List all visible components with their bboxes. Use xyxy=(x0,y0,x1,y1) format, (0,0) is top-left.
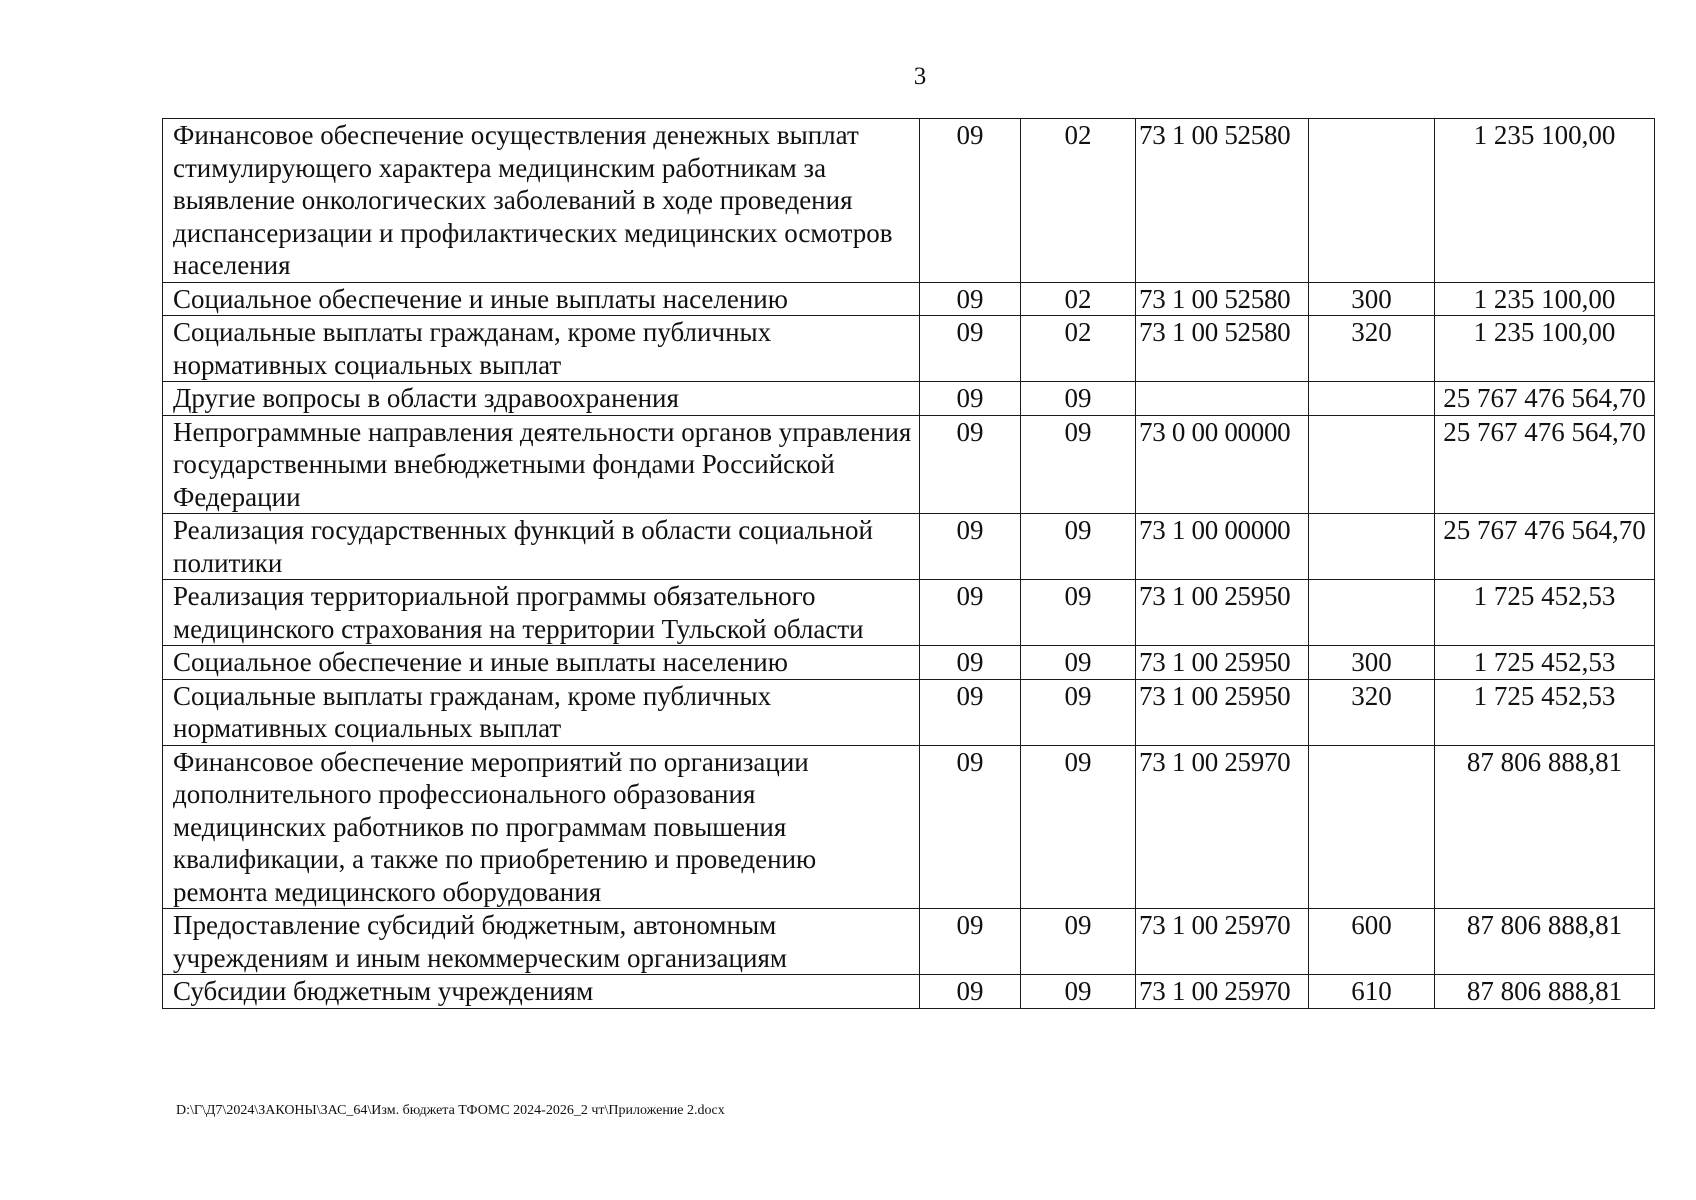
amount-cell: 1 725 452,53 xyxy=(1435,679,1655,745)
subsection-code-cell: 02 xyxy=(1021,282,1136,316)
target-article-cell xyxy=(1136,382,1309,416)
section-code-cell: 09 xyxy=(920,580,1021,646)
table-row xyxy=(163,415,1655,514)
target-article-cell: 73 1 00 25950 xyxy=(1136,646,1309,680)
table-row xyxy=(163,975,1655,1009)
subsection-code-cell: 09 xyxy=(1021,580,1136,646)
target-article-cell: 73 1 00 25950 xyxy=(1136,679,1309,745)
expense-name-cell: Социальное обеспечение и иные выплаты населению xyxy=(163,282,920,316)
subsection-code-cell: 09 xyxy=(1021,909,1136,975)
section-code-cell: 09 xyxy=(920,514,1021,580)
section-code-cell: 09 xyxy=(920,119,1021,283)
amount-cell: 1 725 452,53 xyxy=(1435,580,1655,646)
amount-cell: 87 806 888,81 xyxy=(1435,975,1655,1009)
subsection-code-cell: 02 xyxy=(1021,316,1136,382)
table-row xyxy=(163,646,1655,680)
amount-cell: 25 767 476 564,70 xyxy=(1435,415,1655,514)
target-article-cell: 73 1 00 25970 xyxy=(1136,745,1309,909)
amount-cell: 87 806 888,81 xyxy=(1435,745,1655,909)
expense-type-cell xyxy=(1309,119,1435,283)
section-code-cell: 09 xyxy=(920,382,1021,416)
expense-type-cell xyxy=(1309,514,1435,580)
expense-name-cell: Реализация территориальной программы обязательного медицинского страхования на территории Тульской области xyxy=(163,580,920,646)
table-row xyxy=(163,514,1655,580)
subsection-code-cell: 02 xyxy=(1021,119,1136,283)
amount-cell: 1 235 100,00 xyxy=(1435,282,1655,316)
expense-type-cell: 320 xyxy=(1309,679,1435,745)
expense-name-cell: Реализация государственных функций в области социальной политики xyxy=(163,514,920,580)
expense-type-cell: 320 xyxy=(1309,316,1435,382)
expense-name-cell: Другие вопросы в области здравоохранения xyxy=(163,382,920,416)
target-article-cell: 73 1 00 52580 xyxy=(1136,316,1309,382)
subsection-code-cell: 09 xyxy=(1021,975,1136,1009)
page-number: 3 xyxy=(913,63,927,90)
section-code-cell: 09 xyxy=(920,415,1021,514)
target-article-cell: 73 1 00 25970 xyxy=(1136,909,1309,975)
target-article-cell: 73 1 00 25950 xyxy=(1136,580,1309,646)
expense-name-cell: Субсидии бюджетным учреждениям xyxy=(163,975,920,1009)
section-code-cell: 09 xyxy=(920,282,1021,316)
expense-type-cell xyxy=(1309,382,1435,416)
amount-cell: 1 235 100,00 xyxy=(1435,119,1655,283)
expense-name-cell: Социальные выплаты гражданам, кроме публичных нормативных социальных выплат xyxy=(163,316,920,382)
subsection-code-cell: 09 xyxy=(1021,415,1136,514)
subsection-code-cell: 09 xyxy=(1021,745,1136,909)
expense-type-cell: 600 xyxy=(1309,909,1435,975)
amount-cell: 25 767 476 564,70 xyxy=(1435,382,1655,416)
subsection-code-cell: 09 xyxy=(1021,382,1136,416)
budget-table-body xyxy=(163,119,1655,1009)
expense-type-cell xyxy=(1309,580,1435,646)
table-row xyxy=(163,679,1655,745)
expense-name-cell: Финансовое обеспечение мероприятий по организации дополнительного профессионального образования медицинских работников по программам повышения квалификации, а также по приобретению и проведению ремонта медицинского оборудования xyxy=(163,745,920,909)
target-article-cell: 73 1 00 52580 xyxy=(1136,282,1309,316)
section-code-cell: 09 xyxy=(920,316,1021,382)
expense-name-cell: Непрограммные направления деятельности органов управления государственными внебюджетными фондами Российской Федерации xyxy=(163,415,920,514)
subsection-code-cell: 09 xyxy=(1021,679,1136,745)
target-article-cell: 73 0 00 00000 xyxy=(1136,415,1309,514)
expense-type-cell: 300 xyxy=(1309,282,1435,316)
expense-name-cell: Финансовое обеспечение осуществления денежных выплат стимулирующего характера медицинским работникам за выявление онкологических заболеваний в ходе проведения диспансеризации и профилактических медицинских осмотров населения xyxy=(163,119,920,283)
expense-name-cell: Социальное обеспечение и иные выплаты населению xyxy=(163,646,920,680)
table-row xyxy=(163,580,1655,646)
target-article-cell: 73 1 00 25970 xyxy=(1136,975,1309,1009)
expense-name-cell: Социальные выплаты гражданам, кроме публичных нормативных социальных выплат xyxy=(163,679,920,745)
expense-type-cell: 610 xyxy=(1309,975,1435,1009)
amount-cell: 1 235 100,00 xyxy=(1435,316,1655,382)
amount-cell: 1 725 452,53 xyxy=(1435,646,1655,680)
table-row xyxy=(163,316,1655,382)
expense-type-cell: 300 xyxy=(1309,646,1435,680)
target-article-cell: 73 1 00 00000 xyxy=(1136,514,1309,580)
amount-cell: 25 767 476 564,70 xyxy=(1435,514,1655,580)
table-row xyxy=(163,382,1655,416)
expense-name-cell: Предоставление субсидий бюджетным, автономным учреждениям и иным некоммерческим организациям xyxy=(163,909,920,975)
table-row xyxy=(163,745,1655,909)
subsection-code-cell: 09 xyxy=(1021,514,1136,580)
footer-file-path: D:\Г\Д7\2024\ЗАКОНЫ\ЗАС_64\Изм. бюджета ТФОМС 2024-2026_2 чт\Приложение 2.docx xyxy=(176,1103,725,1118)
subsection-code-cell: 09 xyxy=(1021,646,1136,680)
section-code-cell: 09 xyxy=(920,679,1021,745)
section-code-cell: 09 xyxy=(920,975,1021,1009)
expense-type-cell xyxy=(1309,745,1435,909)
target-article-cell: 73 1 00 52580 xyxy=(1136,119,1309,283)
expense-type-cell xyxy=(1309,415,1435,514)
table-row xyxy=(163,909,1655,975)
amount-cell: 87 806 888,81 xyxy=(1435,909,1655,975)
section-code-cell: 09 xyxy=(920,909,1021,975)
table-row xyxy=(163,282,1655,316)
budget-table xyxy=(162,118,1655,1009)
section-code-cell: 09 xyxy=(920,646,1021,680)
section-code-cell: 09 xyxy=(920,745,1021,909)
table-row xyxy=(163,119,1655,283)
